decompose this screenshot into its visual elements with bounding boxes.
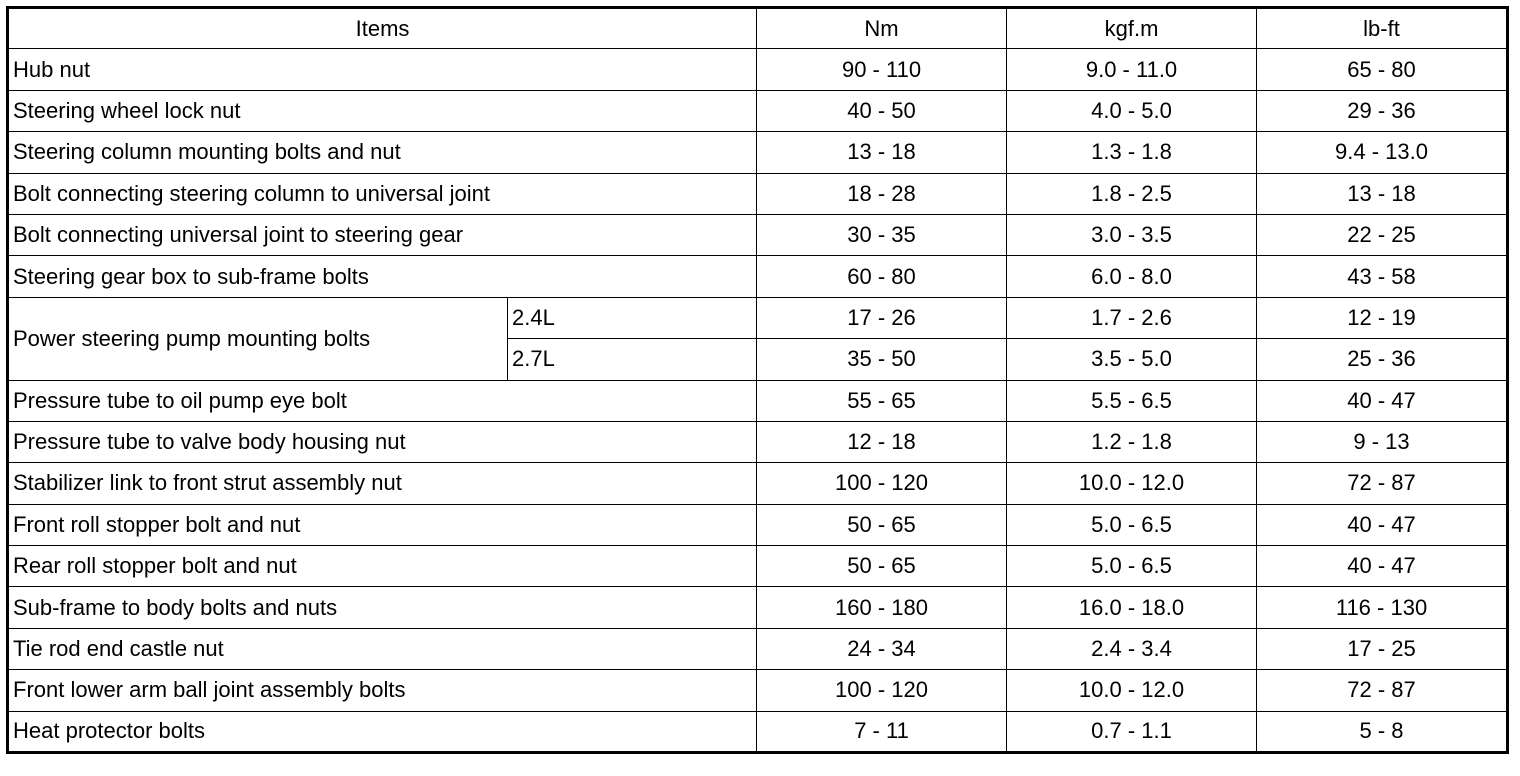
table-body — [8, 49, 1508, 753]
nm-cell: 160 - 180 — [757, 587, 1007, 628]
item-cell: Bolt connecting universal joint to steering gear — [8, 214, 757, 255]
kgfm-cell: 0.7 - 1.1 — [1007, 711, 1257, 752]
lbft-cell: 40 - 47 — [1257, 380, 1508, 421]
table-row — [8, 587, 1508, 628]
item-cell: Front lower arm ball joint assembly bolts — [8, 670, 757, 711]
table-row — [8, 297, 1508, 338]
table-row — [8, 628, 1508, 669]
lbft-cell: 5 - 8 — [1257, 711, 1508, 752]
lbft-cell: 43 - 58 — [1257, 256, 1508, 297]
lbft-cell: 9.4 - 13.0 — [1257, 132, 1508, 173]
table-row — [8, 670, 1508, 711]
nm-cell: 100 - 120 — [757, 670, 1007, 711]
kgfm-cell: 1.7 - 2.6 — [1007, 297, 1257, 338]
header-items: Items — [8, 8, 757, 49]
lbft-cell: 65 - 80 — [1257, 49, 1508, 90]
table-row — [8, 256, 1508, 297]
item-cell-merged: Power steering pump mounting bolts — [8, 297, 508, 380]
kgfm-cell: 5.5 - 6.5 — [1007, 380, 1257, 421]
nm-cell: 30 - 35 — [757, 214, 1007, 255]
table-row — [8, 504, 1508, 545]
kgfm-cell: 16.0 - 18.0 — [1007, 587, 1257, 628]
header-nm: Nm — [757, 8, 1007, 49]
torque-spec-table — [6, 6, 1509, 754]
item-cell: Bolt connecting steering column to universal joint — [8, 173, 757, 214]
lbft-cell: 22 - 25 — [1257, 214, 1508, 255]
nm-cell: 13 - 18 — [757, 132, 1007, 173]
lbft-cell: 72 - 87 — [1257, 670, 1508, 711]
header-lbft: lb-ft — [1257, 8, 1508, 49]
lbft-cell: 25 - 36 — [1257, 339, 1508, 380]
item-cell: Rear roll stopper bolt and nut — [8, 546, 757, 587]
lbft-cell: 9 - 13 — [1257, 421, 1508, 462]
kgfm-cell: 4.0 - 5.0 — [1007, 90, 1257, 131]
table-header — [8, 8, 1508, 49]
kgfm-cell: 2.4 - 3.4 — [1007, 628, 1257, 669]
nm-cell: 90 - 110 — [757, 49, 1007, 90]
table-row — [8, 421, 1508, 462]
table-row — [8, 49, 1508, 90]
item-cell: Pressure tube to oil pump eye bolt — [8, 380, 757, 421]
item-cell: Front roll stopper bolt and nut — [8, 504, 757, 545]
item-cell: Steering wheel lock nut — [8, 90, 757, 131]
lbft-cell: 12 - 19 — [1257, 297, 1508, 338]
engine-variant-cell: 2.7L — [508, 339, 757, 380]
nm-cell: 24 - 34 — [757, 628, 1007, 669]
lbft-cell: 29 - 36 — [1257, 90, 1508, 131]
lbft-cell: 72 - 87 — [1257, 463, 1508, 504]
kgfm-cell: 3.5 - 5.0 — [1007, 339, 1257, 380]
lbft-cell: 116 - 130 — [1257, 587, 1508, 628]
table-row — [8, 546, 1508, 587]
nm-cell: 18 - 28 — [757, 173, 1007, 214]
kgfm-cell: 1.3 - 1.8 — [1007, 132, 1257, 173]
item-cell: Sub-frame to body bolts and nuts — [8, 587, 757, 628]
header-kgfm: kgf.m — [1007, 8, 1257, 49]
table-row — [8, 90, 1508, 131]
table-row — [8, 711, 1508, 752]
header-row — [8, 8, 1508, 49]
item-cell: Steering column mounting bolts and nut — [8, 132, 757, 173]
lbft-cell: 40 - 47 — [1257, 546, 1508, 587]
table-row — [8, 380, 1508, 421]
nm-cell: 7 - 11 — [757, 711, 1007, 752]
lbft-cell: 13 - 18 — [1257, 173, 1508, 214]
kgfm-cell: 9.0 - 11.0 — [1007, 49, 1257, 90]
item-cell: Pressure tube to valve body housing nut — [8, 421, 757, 462]
kgfm-cell: 10.0 - 12.0 — [1007, 670, 1257, 711]
kgfm-cell: 10.0 - 12.0 — [1007, 463, 1257, 504]
item-cell: Stabilizer link to front strut assembly nut — [8, 463, 757, 504]
item-cell: Heat protector bolts — [8, 711, 757, 752]
nm-cell: 12 - 18 — [757, 421, 1007, 462]
table-row — [8, 214, 1508, 255]
kgfm-cell: 1.8 - 2.5 — [1007, 173, 1257, 214]
nm-cell: 35 - 50 — [757, 339, 1007, 380]
nm-cell: 60 - 80 — [757, 256, 1007, 297]
nm-cell: 100 - 120 — [757, 463, 1007, 504]
kgfm-cell: 1.2 - 1.8 — [1007, 421, 1257, 462]
item-cell: Tie rod end castle nut — [8, 628, 757, 669]
kgfm-cell: 6.0 - 8.0 — [1007, 256, 1257, 297]
table-row — [8, 132, 1508, 173]
nm-cell: 50 - 65 — [757, 546, 1007, 587]
table-row — [8, 173, 1508, 214]
table-row — [8, 463, 1508, 504]
nm-cell: 50 - 65 — [757, 504, 1007, 545]
nm-cell: 40 - 50 — [757, 90, 1007, 131]
kgfm-cell: 5.0 - 6.5 — [1007, 546, 1257, 587]
lbft-cell: 17 - 25 — [1257, 628, 1508, 669]
item-cell: Hub nut — [8, 49, 757, 90]
lbft-cell: 40 - 47 — [1257, 504, 1508, 545]
kgfm-cell: 5.0 - 6.5 — [1007, 504, 1257, 545]
kgfm-cell: 3.0 - 3.5 — [1007, 214, 1257, 255]
item-cell: Steering gear box to sub-frame bolts — [8, 256, 757, 297]
engine-variant-cell: 2.4L — [508, 297, 757, 338]
nm-cell: 55 - 65 — [757, 380, 1007, 421]
nm-cell: 17 - 26 — [757, 297, 1007, 338]
